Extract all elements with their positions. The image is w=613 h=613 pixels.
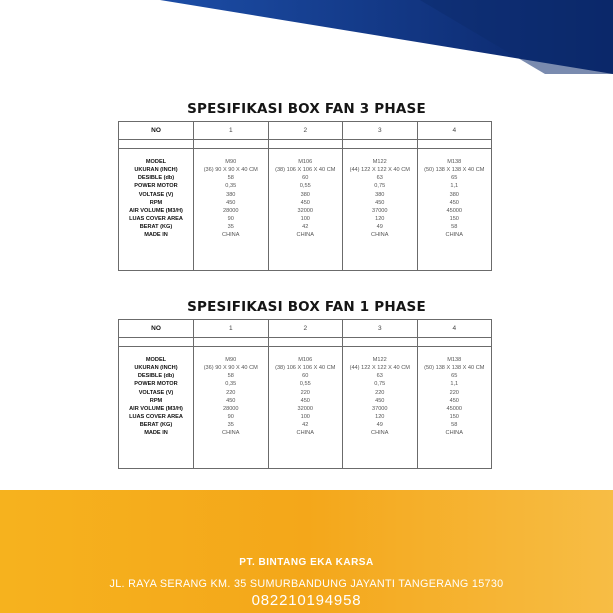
value-model: M90 (225, 159, 237, 165)
value-air-volume: 32000 (297, 405, 314, 412)
spec-column-2 (268, 149, 343, 271)
label-desible: DESIBLE (db) (137, 175, 175, 182)
label-air-volume: AIR VOLUME (M3/H) (129, 207, 183, 214)
value-power-motor: 0,75 (374, 183, 386, 190)
table-title-3-phase: SPESIFIKASI BOX FAN 3 PHASE (187, 101, 426, 117)
value-ukuran: (38) 106 X 106 X 40 CM (275, 167, 336, 174)
value-power-motor: 0,35 (225, 381, 237, 388)
header-cell-3: 3 (343, 320, 418, 338)
value-voltase: 220 (300, 389, 310, 396)
value-rpm: 450 (300, 199, 310, 206)
company-phone: 082210194958 (251, 592, 362, 609)
table-header-row (119, 320, 492, 338)
value-ukuran: (50) 138 X 138 X 40 CM (424, 365, 485, 372)
label-rpm: RPM (149, 397, 163, 404)
value-air-volume: 37000 (371, 207, 388, 214)
value-ukuran: (36) 90 X 90 X 40 CM (203, 365, 258, 372)
value-model: M106 (298, 357, 313, 363)
value-power-motor: 0,55 (299, 381, 311, 388)
label-luas-cover-area: LUAS COVER AREA (129, 216, 183, 223)
value-made-in: CHINA (371, 232, 389, 239)
value-power-motor: 0,75 (374, 381, 386, 388)
table-header-row (119, 122, 492, 140)
spec-labels-cell (119, 347, 194, 469)
value-voltase: 220 (226, 389, 236, 396)
corner-decoration (0, 0, 613, 90)
value-made-in: CHINA (445, 430, 463, 437)
label-model: MODEL (145, 357, 167, 363)
value-berat: 58 (451, 422, 458, 429)
value-desible: 58 (227, 175, 234, 182)
value-luas-cover-area: 150 (449, 216, 459, 223)
table-title-1-phase: SPESIFIKASI BOX FAN 1 PHASE (187, 299, 426, 315)
label-voltase: VOLTASE (V) (138, 389, 174, 396)
value-made-in: CHINA (445, 232, 463, 239)
value-desible: 60 (302, 373, 309, 380)
value-made-in: CHINA (296, 232, 314, 239)
header-cell-1: 1 (194, 320, 269, 338)
label-berat: BERAT (KG) (139, 422, 173, 429)
header-cell-2: 2 (268, 320, 343, 338)
header-cell-3: 3 (343, 122, 418, 140)
label-berat: BERAT (KG) (139, 224, 173, 231)
label-air-volume: AIR VOLUME (M3/H) (129, 405, 183, 412)
spec-labels-cell (119, 149, 194, 271)
spec-column-3 (343, 347, 418, 469)
spec-column-3 (343, 149, 418, 271)
label-power-motor: POWER MOTOR (134, 381, 178, 388)
value-rpm: 450 (449, 199, 459, 206)
value-ukuran: (38) 106 X 106 X 40 CM (275, 365, 336, 372)
value-air-volume: 28000 (222, 207, 239, 214)
value-luas-cover-area: 150 (449, 414, 459, 421)
value-luas-cover-area: 120 (375, 216, 385, 223)
value-desible: 58 (227, 373, 234, 380)
value-power-motor: 0,35 (225, 183, 237, 190)
value-voltase: 380 (300, 191, 310, 198)
value-berat: 35 (227, 422, 234, 429)
value-luas-cover-area: 90 (227, 216, 234, 223)
value-made-in: CHINA (222, 232, 240, 239)
label-rpm: RPM (149, 199, 163, 206)
value-rpm: 450 (226, 397, 236, 404)
spec-column-2 (268, 347, 343, 469)
value-voltase: 220 (449, 389, 459, 396)
label-made-in: MADE IN (144, 430, 168, 437)
value-rpm: 450 (375, 397, 385, 404)
value-power-motor: 1,1 (450, 183, 459, 190)
spec-table-1-phase (118, 319, 492, 469)
value-rpm: 450 (226, 199, 236, 206)
spec-table-3-phase (118, 121, 492, 271)
company-address: JL. RAYA SERANG KM. 35 SUMURBANDUNG JAYANTI TANGERANG 15730 (109, 578, 504, 590)
header-cell-4: 4 (417, 320, 492, 338)
value-ukuran: (50) 138 X 138 X 40 CM (424, 167, 485, 174)
value-air-volume: 37000 (371, 405, 388, 412)
value-made-in: CHINA (371, 430, 389, 437)
value-voltase: 380 (375, 191, 385, 198)
header-cell-1: 1 (194, 122, 269, 140)
value-desible: 60 (302, 175, 309, 182)
value-made-in: CHINA (296, 430, 314, 437)
company-name: PT. BINTANG EKA KARSA (239, 557, 374, 568)
value-desible: 65 (451, 373, 458, 380)
value-model: M90 (225, 357, 237, 363)
value-berat: 49 (376, 422, 383, 429)
value-desible: 63 (376, 373, 383, 380)
spec-column-4 (417, 347, 492, 469)
spec-column-1 (194, 149, 269, 271)
table-body-row (119, 347, 492, 469)
value-desible: 63 (376, 175, 383, 182)
header-cell-4: 4 (417, 122, 492, 140)
value-model: M138 (447, 357, 462, 363)
value-model: M122 (372, 159, 387, 165)
value-rpm: 450 (375, 199, 385, 206)
value-air-volume: 45000 (446, 207, 463, 214)
value-power-motor: 0,55 (299, 183, 311, 190)
header-cell-no: NO (119, 122, 194, 140)
table-body-row (119, 149, 492, 271)
value-power-motor: 1,1 (450, 381, 459, 388)
spec-column-1 (194, 347, 269, 469)
value-voltase: 220 (375, 389, 385, 396)
value-air-volume: 28000 (222, 405, 239, 412)
header-cell-2: 2 (268, 122, 343, 140)
spec-column-4 (417, 149, 492, 271)
value-voltase: 380 (226, 191, 236, 198)
value-rpm: 450 (300, 397, 310, 404)
label-luas-cover-area: LUAS COVER AREA (129, 414, 183, 421)
value-air-volume: 45000 (446, 405, 463, 412)
value-berat: 58 (451, 224, 458, 231)
value-luas-cover-area: 90 (227, 414, 234, 421)
value-voltase: 380 (449, 191, 459, 198)
value-ukuran: (36) 90 X 90 X 40 CM (203, 167, 258, 174)
label-desible: DESIBLE (db) (137, 373, 175, 380)
value-air-volume: 32000 (297, 207, 314, 214)
value-berat: 42 (302, 224, 309, 231)
label-voltase: VOLTASE (V) (138, 191, 174, 198)
value-ukuran: (44) 122 X 122 X 40 CM (349, 365, 410, 372)
value-berat: 42 (302, 422, 309, 429)
value-rpm: 450 (449, 397, 459, 404)
value-ukuran: (44) 122 X 122 X 40 CM (349, 167, 410, 174)
value-model: M122 (372, 357, 387, 363)
value-made-in: CHINA (222, 430, 240, 437)
value-berat: 49 (376, 224, 383, 231)
value-model: M106 (298, 159, 313, 165)
value-luas-cover-area: 100 (300, 414, 310, 421)
label-model: MODEL (145, 159, 167, 165)
label-ukuran: UKURAN (INCH) (134, 167, 178, 174)
label-made-in: MADE IN (144, 232, 168, 239)
header-cell-no: NO (119, 320, 194, 338)
value-berat: 35 (227, 224, 234, 231)
value-desible: 65 (451, 175, 458, 182)
value-luas-cover-area: 120 (375, 414, 385, 421)
value-model: M138 (447, 159, 462, 165)
value-luas-cover-area: 100 (300, 216, 310, 223)
label-ukuran: UKURAN (INCH) (134, 365, 178, 372)
label-power-motor: POWER MOTOR (134, 183, 178, 190)
